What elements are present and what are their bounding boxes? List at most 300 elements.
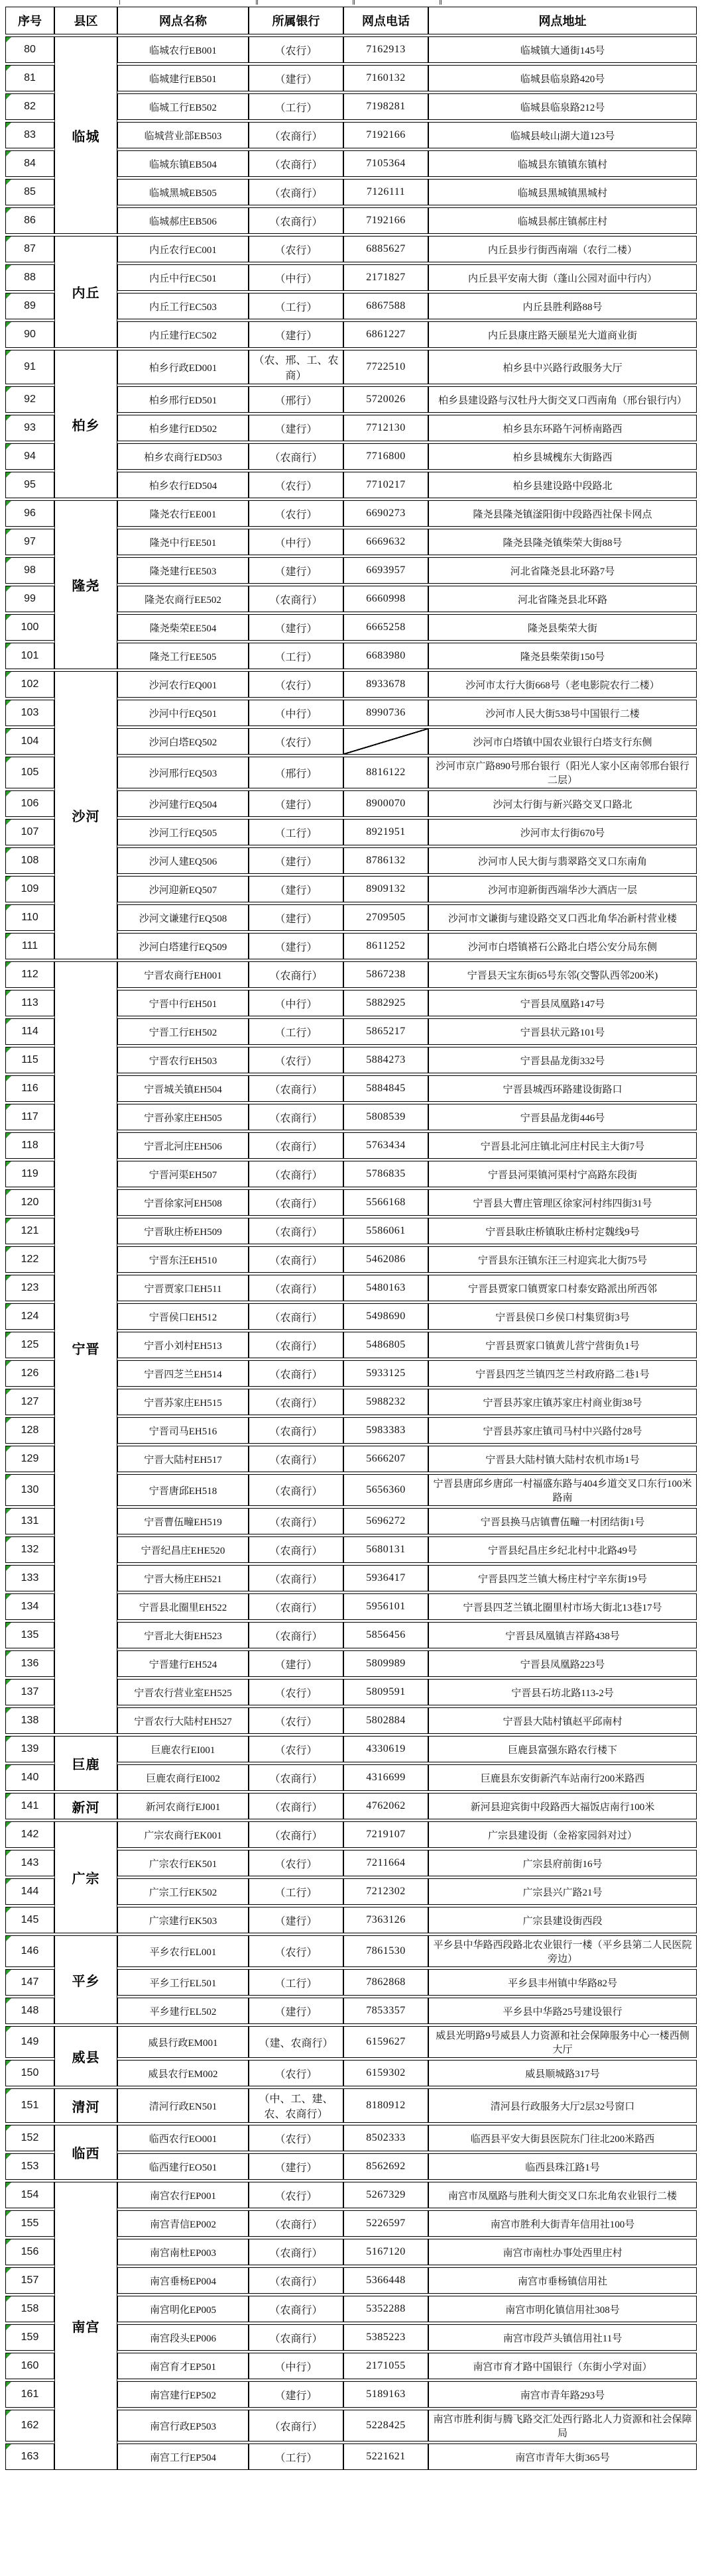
row-index-cell: 151 (5, 2088, 54, 2123)
phone-cell: 5480163 (343, 1275, 428, 1301)
phone-cell: 2171055 (343, 2353, 428, 2379)
address-cell: 临城县黑城镇黑城村 (428, 179, 697, 205)
row-index-cell: 115 (5, 1047, 54, 1073)
row-index-cell: 131 (5, 1508, 54, 1534)
table-row (5, 1935, 697, 1967)
cropped-row-above (5, 0, 697, 5)
outlet-name-cell: 宁晋大陆村EH517 (117, 1446, 249, 1472)
outlet-name-cell: 沙河农行EQ001 (117, 671, 249, 698)
outlet-name-cell: 宁晋孙家庄EH505 (117, 1104, 249, 1130)
district-cell: 广宗 (54, 1821, 117, 1933)
phone-cell: 5462086 (343, 1246, 428, 1273)
phone-cell: 5189163 (343, 2381, 428, 2408)
row-index-cell: 111 (5, 933, 54, 959)
row-index-cell: 83 (5, 122, 54, 148)
outlet-name-cell: 威县行政EM001 (117, 2026, 249, 2058)
address-cell: 广宗县兴广路21号 (428, 1878, 697, 1905)
row-index-cell: 146 (5, 1935, 54, 1967)
phone-cell: 7192166 (343, 207, 428, 234)
outlet-name-cell: 临城黑城EB505 (117, 179, 249, 205)
row-index-cell: 113 (5, 990, 54, 1016)
outlet-name-cell: 隆尧建行EE503 (117, 557, 249, 584)
address-cell: 宁晋县凤凰路223号 (428, 1650, 697, 1677)
bank-cell: （建行） (249, 904, 343, 931)
outlet-name-cell: 南宫行政EP503 (117, 2410, 249, 2442)
row-index-cell: 117 (5, 1104, 54, 1130)
bank-cell: （农行） (249, 2060, 343, 2086)
address-cell: 南宫市育才路中国银行（东街小学对面） (428, 2353, 697, 2379)
table-row (5, 961, 697, 988)
bank-cell: （中行） (249, 2353, 343, 2379)
bank-cell: （建行） (249, 1907, 343, 1933)
address-cell: 威县顺城路317号 (428, 2060, 697, 2086)
bank-cell: （建行） (249, 847, 343, 874)
phone-cell: 6861227 (343, 321, 428, 348)
outlet-name-cell: 宁晋中行EH501 (117, 990, 249, 1016)
address-cell: 宁晋县凤凰镇吉祥路438号 (428, 1622, 697, 1648)
phone-cell: 2709505 (343, 904, 428, 931)
outlet-name-cell: 宁晋县北圈里EH522 (117, 1593, 249, 1620)
address-cell: 巨鹿县富强东路农行楼下 (428, 1736, 697, 1762)
row-index-cell: 153 (5, 2153, 54, 2180)
address-cell: 临城镇大通街145号 (428, 36, 697, 63)
row-index-cell: 112 (5, 961, 54, 988)
row-index-cell: 120 (5, 1189, 54, 1216)
row-index-cell: 116 (5, 1075, 54, 1102)
address-cell: 沙河市人民大街538号中国银行二楼 (428, 700, 697, 726)
address-cell: 宁晋县河渠镇河渠村宁高路东段街 (428, 1161, 697, 1187)
row-index-cell: 137 (5, 1679, 54, 1705)
bank-cell: （建行） (249, 790, 343, 817)
phone-cell: 7722510 (343, 350, 428, 384)
address-cell: 内丘县康庄路天颐星光大道商业街 (428, 321, 697, 348)
row-index-cell: 157 (5, 2267, 54, 2294)
address-cell: 宁晋县城西环路建设街路口 (428, 1075, 697, 1102)
outlet-name-cell: 柏乡行政ED001 (117, 350, 249, 384)
address-cell: 宁晋县北河庄镇北河庄村民主大街7号 (428, 1132, 697, 1159)
phone-cell: 7712130 (343, 415, 428, 441)
district-cell: 平乡 (54, 1935, 117, 2024)
bank-cell: （农商行） (249, 1275, 343, 1301)
row-index-cell: 94 (5, 443, 54, 470)
bank-cell: （农行） (249, 1736, 343, 1762)
outlet-name-cell: 宁晋农商行EH001 (117, 961, 249, 988)
row-index-cell: 127 (5, 1389, 54, 1415)
district-cell: 柏乡 (54, 350, 117, 498)
row-index-cell: 124 (5, 1303, 54, 1330)
bank-cell: （农行） (249, 236, 343, 262)
phone-cell: 5884845 (343, 1075, 428, 1102)
bank-cell: （建行） (249, 415, 343, 441)
district-cell: 南宫 (54, 2182, 117, 2470)
outlet-name-cell: 广宗农商行EK001 (117, 1821, 249, 1848)
phone-cell: 5882925 (343, 990, 428, 1016)
row-index-cell: 158 (5, 2296, 54, 2322)
row-index-cell: 132 (5, 1536, 54, 1563)
phone-cell: 6683980 (343, 643, 428, 669)
bank-cell: （农商行） (249, 1132, 343, 1159)
outlet-name-cell: 南宫育才EP501 (117, 2353, 249, 2379)
table-row (5, 500, 697, 527)
bank-cell: （工行） (249, 293, 343, 319)
address-cell: 南宫市垂杨镇信用社 (428, 2267, 697, 2294)
outlet-name-cell: 内丘工行EC503 (117, 293, 249, 319)
outlet-name-cell: 宁晋农行大陆村EH527 (117, 1707, 249, 1734)
table-row (5, 1736, 697, 1762)
outlet-name-cell: 临城郝庄EB506 (117, 207, 249, 234)
outlet-name-cell: 南宫农行EP001 (117, 2182, 249, 2208)
outlet-name-cell: 南宫段头EP006 (117, 2324, 249, 2351)
row-index-cell: 98 (5, 557, 54, 584)
address-cell: 宁晋县石坊北路113-2号 (428, 1679, 697, 1705)
address-cell: 宁晋县苏家庄镇司马村中兴路付28号 (428, 1417, 697, 1444)
row-index-cell: 144 (5, 1878, 54, 1905)
row-index-cell: 145 (5, 1907, 54, 1933)
outlet-name-cell: 宁晋北河庄EH506 (117, 1132, 249, 1159)
phone-cell: 6660998 (343, 586, 428, 612)
address-cell: 广宗县建设街西段 (428, 1907, 697, 1933)
phone-cell: 5720026 (343, 386, 428, 413)
district-cell: 宁晋 (54, 961, 117, 1734)
phone-cell: 5763434 (343, 1132, 428, 1159)
outlet-name-cell: 宁晋大杨庄EH521 (117, 1565, 249, 1591)
outlet-name-cell: 沙河人建EQ506 (117, 847, 249, 874)
address-cell: 宁晋县四芝兰镇大杨庄村宁辛东街19号 (428, 1565, 697, 1591)
phone-cell: 5867238 (343, 961, 428, 988)
phone-cell: 7219107 (343, 1821, 428, 1848)
outlet-name-cell: 柏乡邢行ED501 (117, 386, 249, 413)
outlet-name-cell: 隆尧农行EE001 (117, 500, 249, 527)
district-cell: 临西 (54, 2125, 117, 2180)
bank-cell: （农商行） (249, 2267, 343, 2294)
bank-cell: （建、农商行） (249, 2026, 343, 2058)
bank-cell: （农商行） (249, 443, 343, 470)
outlet-name-cell: 隆尧工行EE505 (117, 643, 249, 669)
row-index-cell: 104 (5, 728, 54, 755)
outlet-name-cell: 宁晋东汪EH510 (117, 1246, 249, 1273)
phone-cell: 5221621 (343, 2443, 428, 2470)
outlet-name-cell: 沙河工行EQ505 (117, 819, 249, 845)
bank-cell: （农商行） (249, 1104, 343, 1130)
outlet-name-cell: 宁晋小刘村EH513 (117, 1332, 249, 1358)
outlet-name-cell: 隆尧农商行EE502 (117, 586, 249, 612)
row-index-cell: 161 (5, 2381, 54, 2408)
phone-cell: 4330619 (343, 1736, 428, 1762)
table-row (5, 2026, 697, 2058)
bank-cell: （农行） (249, 36, 343, 63)
row-index-cell: 96 (5, 500, 54, 527)
address-cell: 临城县临泉路420号 (428, 65, 697, 91)
address-cell: 宁晋县晶龙街332号 (428, 1047, 697, 1073)
phone-cell: 7105364 (343, 150, 428, 177)
bank-cell: （工行） (249, 2443, 343, 2470)
district-cell: 临城 (54, 36, 117, 234)
row-index-cell: 143 (5, 1850, 54, 1876)
bank-cell: （农商行） (249, 122, 343, 148)
row-index-cell: 108 (5, 847, 54, 874)
table-row (5, 671, 697, 698)
outlet-name-cell: 巨鹿农商行EI002 (117, 1764, 249, 1791)
row-index-cell: 129 (5, 1446, 54, 1472)
row-index-cell: 91 (5, 350, 54, 384)
phone-cell: 5936417 (343, 1565, 428, 1591)
bank-cell: （农商行） (249, 2324, 343, 2351)
row-index-cell: 87 (5, 236, 54, 262)
phone-cell: 5809591 (343, 1679, 428, 1705)
address-cell: 南宫市南杜办事处西里庄村 (428, 2239, 697, 2265)
address-cell: 柏乡县城槐东大街路西 (428, 443, 697, 470)
row-index-cell: 109 (5, 876, 54, 902)
bank-cell: （农行） (249, 2182, 343, 2208)
address-cell: 柏乡县建设路与汉牡丹大街交叉口西南角（邢台银行内） (428, 386, 697, 413)
outlet-name-cell: 宁晋纪昌庄EHE520 (117, 1536, 249, 1563)
address-cell: 沙河市白塔镇中国农业银行白塔支行东侧 (428, 728, 697, 755)
address-cell: 河北省隆尧县北环路7号 (428, 557, 697, 584)
outlet-name-cell: 宁晋城关镇EH504 (117, 1075, 249, 1102)
phone-cell: 5385223 (343, 2324, 428, 2351)
outlet-name-cell: 内丘农行EC001 (117, 236, 249, 262)
row-index-cell: 136 (5, 1650, 54, 1677)
row-index-cell: 106 (5, 790, 54, 817)
address-cell: 沙河市人民大街与翡翠路交叉口东南角 (428, 847, 697, 874)
phone-cell: 7212302 (343, 1878, 428, 1905)
outlet-name-cell: 新河农商行EJ001 (117, 1793, 249, 1819)
outlet-name-cell: 南宫建行EP502 (117, 2381, 249, 2408)
bank-cell: （农商行） (249, 2210, 343, 2237)
row-index-cell: 110 (5, 904, 54, 931)
phone-cell: 8900070 (343, 790, 428, 817)
row-index-cell: 85 (5, 179, 54, 205)
bank-cell: （中行） (249, 264, 343, 291)
row-index-cell: 81 (5, 65, 54, 91)
row-index-cell: 162 (5, 2410, 54, 2442)
phone-cell: 7363126 (343, 1907, 428, 1933)
phone-cell: 5666207 (343, 1446, 428, 1472)
bank-cell: （建行） (249, 876, 343, 902)
phone-cell: 6867588 (343, 293, 428, 319)
bank-cell: （中行） (249, 529, 343, 555)
outlet-name-cell: 宁晋建行EH524 (117, 1650, 249, 1677)
address-cell: 隆尧县柴荣街150号 (428, 643, 697, 669)
phone-cell: 5884273 (343, 1047, 428, 1073)
address-cell: 威县光明路9号威县人力资源和社会保障服务中心一楼西侧大厅 (428, 2026, 697, 2058)
row-index-cell: 89 (5, 293, 54, 319)
row-index-cell: 156 (5, 2239, 54, 2265)
bank-cell: （工行） (249, 1969, 343, 1996)
outlet-name-cell: 宁晋四芝兰EH514 (117, 1360, 249, 1387)
bank-cell: （农商行） (249, 1536, 343, 1563)
district-cell: 内丘 (54, 236, 117, 348)
phone-cell: 7853357 (343, 1998, 428, 2024)
address-cell: 宁晋县四芝兰镇北圈里村市场大街北13巷17号 (428, 1593, 697, 1620)
row-index-cell: 160 (5, 2353, 54, 2379)
phone-cell: 5566168 (343, 1189, 428, 1216)
outlet-name-cell: 南宫工行EP504 (117, 2443, 249, 2470)
header-row (5, 7, 697, 34)
table-row (5, 2088, 697, 2123)
bank-cell: （农行） (249, 728, 343, 755)
address-cell: 宁晋县四芝兰镇四芝兰村政府路二巷1号 (428, 1360, 697, 1387)
bank-cell: （农行） (249, 500, 343, 527)
row-index-cell: 140 (5, 1764, 54, 1791)
row-index-cell: 90 (5, 321, 54, 348)
phone-cell: 7198281 (343, 93, 428, 120)
bank-cell: （农商行） (249, 179, 343, 205)
address-cell: 宁晋县状元路101号 (428, 1018, 697, 1045)
address-cell: 平乡县丰州镇中华路82号 (428, 1969, 697, 1996)
outlet-name-cell: 宁晋河渠EH507 (117, 1161, 249, 1187)
outlet-name-cell: 平乡建行EL502 (117, 1998, 249, 2024)
row-index-cell: 141 (5, 1793, 54, 1819)
address-cell: 南宫市段芦头镇信用社11号 (428, 2324, 697, 2351)
address-cell: 柏乡县建设路中段路北 (428, 472, 697, 498)
header-col-phone: 网点电话 (343, 7, 428, 34)
phone-cell (343, 728, 428, 755)
bank-cell: （农行） (249, 2125, 343, 2151)
row-index-cell: 103 (5, 700, 54, 726)
address-cell: 宁晋县凤凰路147号 (428, 990, 697, 1016)
phone-cell: 8909132 (343, 876, 428, 902)
row-index-cell: 93 (5, 415, 54, 441)
outlet-name-cell: 临城营业部EB503 (117, 122, 249, 148)
row-index-cell: 152 (5, 2125, 54, 2151)
address-cell: 沙河市太行大街668号（老电影院农行二楼） (428, 671, 697, 698)
phone-cell: 8921951 (343, 819, 428, 845)
bank-cell: （农商行） (249, 1389, 343, 1415)
phone-cell: 7716800 (343, 443, 428, 470)
bank-cell: （农商行） (249, 1303, 343, 1330)
bank-cell: （农商行） (249, 1218, 343, 1244)
header-col-name: 网点名称 (117, 7, 249, 34)
phone-cell: 5586061 (343, 1218, 428, 1244)
phone-cell: 7160132 (343, 65, 428, 91)
row-index-cell: 119 (5, 1161, 54, 1187)
row-index-cell: 121 (5, 1218, 54, 1244)
row-index-cell: 128 (5, 1417, 54, 1444)
bank-cell: （农商行） (249, 961, 343, 988)
outlet-name-cell: 宁晋唐邱EH518 (117, 1474, 249, 1506)
phone-cell: 5802884 (343, 1707, 428, 1734)
outlet-name-cell: 广宗工行EK502 (117, 1878, 249, 1905)
bank-cell: （工行） (249, 93, 343, 120)
bank-cell: （建行） (249, 1998, 343, 2024)
row-index-cell: 95 (5, 472, 54, 498)
bank-outlet-table (5, 5, 697, 2472)
address-cell: 临西县平安大街县医院东门往北200米路西 (428, 2125, 697, 2151)
bank-cell: （农商行） (249, 2410, 343, 2442)
table-row (5, 2182, 697, 2208)
phone-cell: 6665258 (343, 614, 428, 641)
table-row (5, 1821, 697, 1848)
address-cell: 沙河市京广路890号邢台银行（阳光人家小区南邻邢台银行二层） (428, 757, 697, 788)
address-cell: 宁晋县贾家口镇贾家口村泰安路派出所西邻 (428, 1275, 697, 1301)
outlet-name-cell: 沙河迎新EQ507 (117, 876, 249, 902)
outlet-name-cell: 清河行政EN501 (117, 2088, 249, 2123)
address-cell: 沙河市太行街670号 (428, 819, 697, 845)
address-cell: 隆尧县隆尧镇柴荣大街88号 (428, 529, 697, 555)
outlet-name-cell: 平乡农行EL001 (117, 1935, 249, 1967)
row-index-cell: 99 (5, 586, 54, 612)
phone-cell: 5366448 (343, 2267, 428, 2294)
bank-cell: （工行） (249, 1878, 343, 1905)
row-index-cell: 147 (5, 1969, 54, 1996)
address-cell: 柏乡县东环路午河桥南路西 (428, 415, 697, 441)
phone-cell: 5856456 (343, 1622, 428, 1648)
outlet-name-cell: 宁晋徐家河EH508 (117, 1189, 249, 1216)
row-index-cell: 150 (5, 2060, 54, 2086)
bank-cell: （农商行） (249, 1821, 343, 1848)
bank-cell: （农商行） (249, 1075, 343, 1102)
address-cell: 临城县岐山湖大道123号 (428, 122, 697, 148)
phone-cell: 6159302 (343, 2060, 428, 2086)
bank-cell: （中行） (249, 990, 343, 1016)
row-index-cell: 118 (5, 1132, 54, 1159)
bank-cell: （农行） (249, 1935, 343, 1967)
phone-cell: 5983383 (343, 1417, 428, 1444)
district-cell: 沙河 (54, 671, 117, 959)
address-cell: 南宫市明化镇信用社308号 (428, 2296, 697, 2322)
row-index-cell: 149 (5, 2026, 54, 2058)
phone-cell: 6690273 (343, 500, 428, 527)
row-index-cell: 88 (5, 264, 54, 291)
district-cell: 新河 (54, 1793, 117, 1819)
outlet-name-cell: 临城东镇EB504 (117, 150, 249, 177)
phone-cell: 5696272 (343, 1508, 428, 1534)
phone-cell: 5267329 (343, 2182, 428, 2208)
address-cell: 宁晋县耿庄桥镇耿庄桥村定魏线9号 (428, 1218, 697, 1244)
phone-cell: 8502333 (343, 2125, 428, 2151)
phone-cell: 8933678 (343, 671, 428, 698)
phone-cell: 5865217 (343, 1018, 428, 1045)
row-index-cell: 100 (5, 614, 54, 641)
row-index-cell: 123 (5, 1275, 54, 1301)
address-cell: 内丘县平安南大街（蓬山公园对面中行内） (428, 264, 697, 291)
district-cell: 清河 (54, 2088, 117, 2123)
address-cell: 南宫市凤凰路与胜利大街交叉口东北角农业银行二楼 (428, 2182, 697, 2208)
bank-cell: （农商行） (249, 1508, 343, 1534)
address-cell: 内丘县步行街西南端（农行二楼） (428, 236, 697, 262)
bank-cell: （农商行） (249, 1793, 343, 1819)
bank-cell: （建行） (249, 321, 343, 348)
outlet-name-cell: 平乡工行EL501 (117, 1969, 249, 1996)
address-cell: 临城县临泉路212号 (428, 93, 697, 120)
address-cell: 临城县郝庄镇郝庄村 (428, 207, 697, 234)
header-col-district: 县区 (54, 7, 117, 34)
phone-cell: 5786835 (343, 1161, 428, 1187)
row-index-cell: 105 (5, 757, 54, 788)
outlet-name-cell: 南宫青信EP002 (117, 2210, 249, 2237)
phone-cell: 6693957 (343, 557, 428, 584)
address-cell: 宁晋县纪昌庄乡纪北村中北路49号 (428, 1536, 697, 1563)
bank-cell: （农行） (249, 1850, 343, 1876)
bank-cell: （建行） (249, 1650, 343, 1677)
phone-cell: 6159627 (343, 2026, 428, 2058)
outlet-name-cell: 宁晋司马EH516 (117, 1417, 249, 1444)
bank-cell: （农商行） (249, 1446, 343, 1472)
bank-cell: （工行） (249, 643, 343, 669)
outlet-name-cell: 沙河中行EQ501 (117, 700, 249, 726)
bank-cell: （农商行） (249, 2296, 343, 2322)
address-cell: 宁晋县唐邱乡唐邱一村福盛东路与404乡道交叉口东行100米路南 (428, 1474, 697, 1506)
phone-cell: 5680131 (343, 1536, 428, 1563)
outlet-name-cell: 临城建行EB501 (117, 65, 249, 91)
table-row (5, 36, 697, 63)
address-cell: 新河县迎宾街中段路西大福饭店南行100米 (428, 1793, 697, 1819)
address-cell: 宁晋县大陆村镇大陆村农机市场1号 (428, 1446, 697, 1472)
outlet-name-cell: 柏乡建行ED502 (117, 415, 249, 441)
bank-cell: （工行） (249, 819, 343, 845)
outlet-name-cell: 宁晋农行营业室EH525 (117, 1679, 249, 1705)
